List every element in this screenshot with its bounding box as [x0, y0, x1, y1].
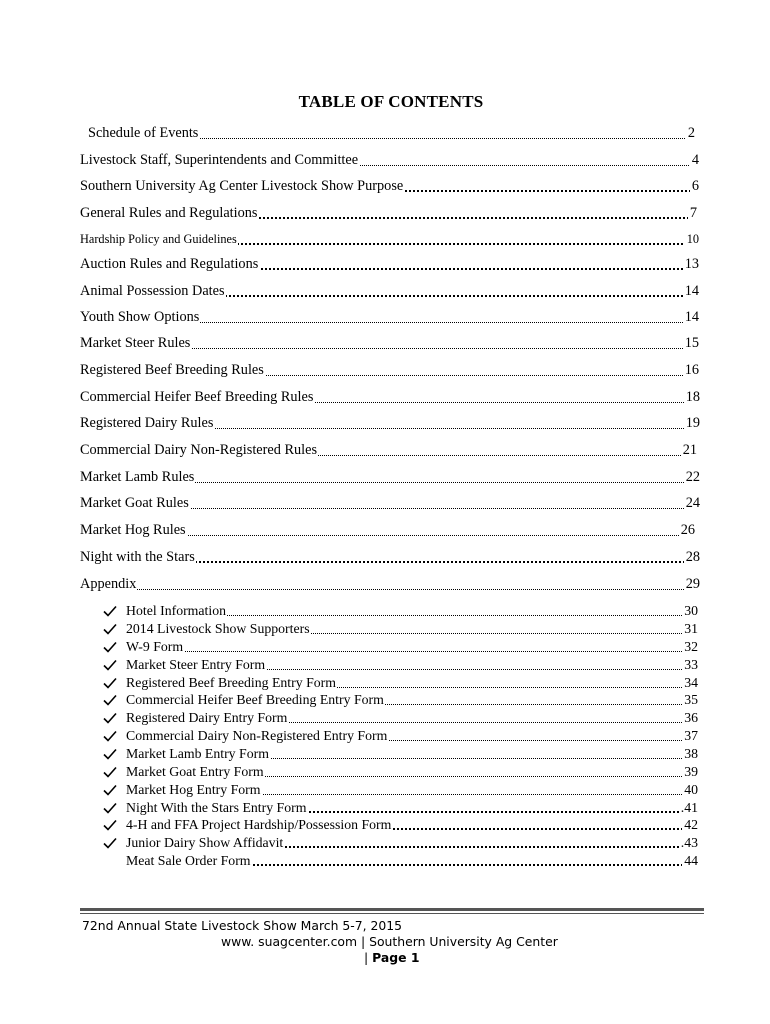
dot-leader [126, 651, 698, 652]
toc-entry-page-number: 38 [684, 746, 698, 761]
toc-entry-page-number: 6 [691, 178, 699, 194]
toc-entry-label: Market Steer Rules [80, 335, 191, 351]
dot-leader [80, 589, 700, 590]
toc-entry-commercial-heifer-beef-breeding-rules [80, 388, 700, 406]
toc-entry-label: 2014 Livestock Show Supporters [126, 621, 310, 636]
toc-entry-page-number: 24 [685, 495, 700, 511]
toc-entry-label: Registered Dairy Rules [80, 415, 214, 431]
toc-entry-market-goat-entry-form [126, 763, 698, 780]
footer-rule-thick [80, 908, 704, 911]
toc-entry-label: 4-H and FFA Project Hardship/Possession Form [126, 817, 392, 832]
toc-entry-page-number: 32 [684, 639, 698, 654]
footer-page-label: Page 1 [372, 950, 420, 965]
checkmark-icon [103, 819, 117, 831]
toc-entry-label: W-9 Form [126, 639, 184, 654]
toc-entry-registered-dairy-entry-form [126, 709, 698, 726]
checkmark-icon [103, 623, 117, 635]
toc-entry-market-hog-entry-form [126, 781, 698, 798]
toc-entry-youth-show-options [80, 308, 699, 326]
toc-entry-label: Market Lamb Rules [80, 469, 195, 485]
toc-entry-page-number: 22 [685, 469, 700, 485]
toc-entry-page-number: 18 [685, 389, 700, 405]
checkmark-icon [103, 659, 117, 671]
toc-entry-label: Livestock Staff, Superintendents and Committee [80, 152, 359, 168]
toc-entry-market-lamb-rules [80, 468, 700, 486]
toc-entry-livestock-staff-superintendents-and-committee [80, 151, 699, 169]
toc-entry-page-number: 37 [684, 728, 698, 743]
checkmark-icon [103, 784, 117, 796]
toc-entry-label: Animal Possession Dates [80, 283, 225, 299]
toc-entry-page-number: 14 [684, 283, 699, 299]
toc-entry-label: Night with the Stars [80, 549, 195, 565]
toc-entry-market-lamb-entry-form [126, 745, 698, 762]
toc-entry-label: Commercial Heifer Beef Breeding Entry Form [126, 692, 384, 707]
footer-page-number [364, 950, 419, 965]
checkmark-icon [103, 677, 117, 689]
toc-entry-commercial-dairy-non-registered-rules [80, 441, 697, 459]
toc-entry-label: Schedule of Events [88, 125, 199, 141]
checkmark-icon [103, 837, 117, 849]
toc-entry-registered-beef-breeding-rules [80, 361, 699, 379]
toc-entry-market-hog-rules [80, 521, 695, 539]
footer-site-line: www. suagcenter.com | Southern University Ag Center [221, 934, 558, 949]
toc-entry-schedule-of-events [88, 124, 695, 142]
toc-entry-page-number: 2 [687, 125, 695, 141]
toc-entry-label: Market Hog Rules [80, 522, 186, 538]
toc-entry-page-number: 33 [684, 657, 698, 672]
toc-entry-page-number: 21 [682, 442, 697, 458]
toc-entry-market-steer-rules [80, 334, 699, 352]
toc-entry-page-number: 16 [684, 362, 699, 378]
toc-entry-4-h-and-ffa-project-hardship-possession-form [126, 816, 698, 833]
footer-rule-thin [80, 913, 704, 914]
toc-entry-hotel-information [126, 602, 698, 619]
checkmark-icon [103, 712, 117, 724]
toc-entry-label: Market Goat Entry Form [126, 764, 264, 779]
toc-entry-page-number: 28 [685, 549, 700, 565]
toc-entry-market-goat-rules [80, 494, 700, 512]
toc-entry-page-number: .43 [680, 835, 698, 850]
toc-entry-page-number: 42 [684, 817, 698, 832]
toc-entry-registered-dairy-rules [80, 414, 700, 432]
toc-entry-label: Registered Beef Breeding Rules [80, 362, 264, 378]
toc-entry-page-number: 30 [684, 603, 698, 618]
toc-entry-label: Youth Show Options [80, 309, 200, 325]
toc-entry-auction-rules-and-regulations [80, 255, 699, 273]
toc-entry-registered-beef-breeding-entry-form [126, 674, 698, 691]
toc-entry-page-number: 40 [684, 782, 698, 797]
toc-entry-2014-livestock-show-supporters [126, 620, 698, 637]
toc-entry-label: Night With the Stars Entry Form [126, 800, 307, 815]
toc-entry-page-number: 14 [684, 309, 699, 325]
toc-entry-label: Junior Dairy Show Affidavit [126, 835, 284, 850]
toc-entry-page-number: 19 [685, 415, 700, 431]
toc-entry-page-number: 36 [684, 710, 698, 725]
checkmark-icon [103, 694, 117, 706]
checkmark-icon [103, 605, 117, 617]
toc-entry-general-rules-and-regulations [80, 204, 697, 222]
toc-entry-label: Commercial Dairy Non-Registered Entry Form [126, 728, 388, 743]
toc-entry-page-number: 29 [685, 576, 700, 592]
toc-entry-page-number: 15 [684, 335, 699, 351]
toc-entry-commercial-dairy-non-registered-entry-form [126, 727, 698, 744]
toc-entry-label: Registered Beef Breeding Entry Form [126, 675, 336, 690]
toc-entry-page-number: 31 [684, 621, 698, 636]
toc-entry-southern-university-ag-center-livestock-show-purpose [80, 177, 699, 195]
toc-entry-label: General Rules and Regulations [80, 205, 258, 221]
toc-entry-label: Southern University Ag Center Livestock Show Purpose [80, 178, 404, 194]
toc-entry-page-number: 10 [686, 232, 699, 246]
toc-entry-page-number: .41 [680, 800, 698, 815]
toc-entry-label: Appendix [80, 576, 137, 592]
toc-entry-page-number: 4 [691, 152, 699, 168]
toc-entry-label: Commercial Dairy Non-Registered Rules [80, 442, 318, 458]
toc-entry-commercial-heifer-beef-breeding-entry-form [126, 691, 698, 708]
toc-entry-night-with-the-stars [80, 548, 700, 566]
checkmark-icon [103, 730, 117, 742]
toc-entry-label: Market Goat Rules [80, 495, 189, 511]
toc-entry-page-number: 34 [684, 675, 698, 690]
toc-entry-label: Commercial Heifer Beef Breeding Rules [80, 389, 314, 405]
toc-entry-label: Hotel Information [126, 603, 227, 618]
page-title: TABLE OF CONTENTS [298, 92, 484, 111]
toc-entry-page-number: 39 [684, 764, 698, 779]
toc-entry-animal-possession-dates [80, 282, 699, 300]
toc-entry-night-with-the-stars-entry-form [126, 799, 698, 816]
checkmark-icon [103, 766, 117, 778]
toc-entry-junior-dairy-show-affidavit [126, 834, 698, 851]
toc-entry-label: Meat Sale Order Form [126, 853, 251, 868]
toc-entry-hardship-policy-and-guidelines [80, 230, 699, 248]
toc-entry-page-number: 26 [680, 522, 695, 538]
checkmark-icon [103, 641, 117, 653]
footer-page-separator: | [364, 950, 373, 965]
toc-entry-page-number: 7 [689, 205, 697, 221]
toc-entry-label: Hardship Policy and Guidelines [80, 232, 237, 246]
toc-entry-label: Registered Dairy Entry Form [126, 710, 288, 725]
toc-entry-label: Auction Rules and Regulations [80, 256, 259, 272]
toc-entry-meat-sale-order-form [126, 852, 698, 869]
toc-entry-w-9-form [126, 638, 698, 655]
footer-event-line: 72nd Annual State Livestock Show March 5-7, 2015 [82, 918, 403, 933]
toc-entry-label: Market Lamb Entry Form [126, 746, 269, 761]
toc-entry-market-steer-entry-form [126, 656, 698, 673]
checkmark-icon [103, 748, 117, 760]
toc-entry-page-number: 44 [684, 853, 698, 868]
checkmark-icon [103, 802, 117, 814]
toc-entry-page-number: 35 [684, 692, 698, 707]
toc-entry-appendix [80, 575, 700, 593]
toc-entry-label: Market Steer Entry Form [126, 657, 266, 672]
toc-entry-label: Market Hog Entry Form [126, 782, 261, 797]
toc-entry-page-number: 13 [684, 256, 699, 272]
